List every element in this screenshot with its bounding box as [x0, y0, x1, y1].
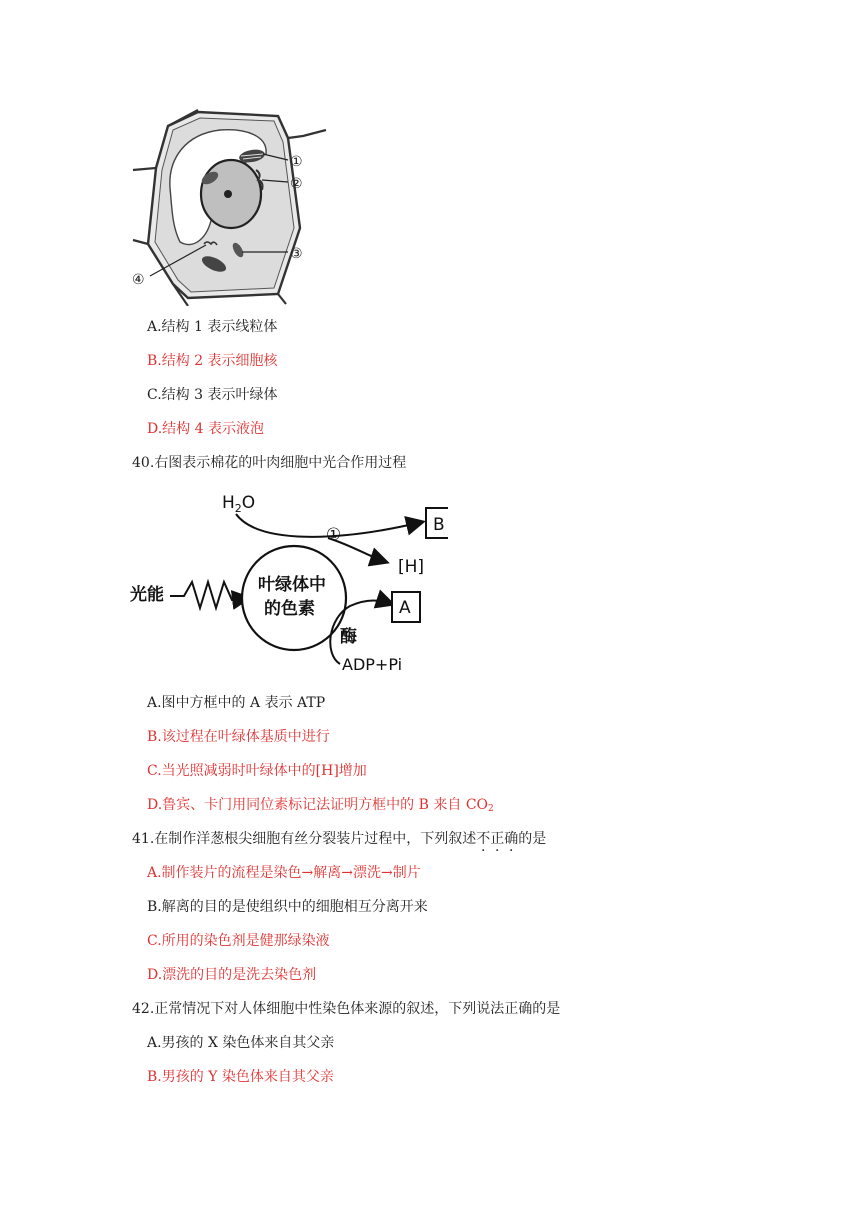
label-3: ③ — [290, 246, 303, 262]
box-b-label: B — [433, 515, 445, 535]
q40-option-a: A.图中方框中的 A 表示 ATP — [147, 695, 326, 711]
q40-option-c: C.当光照减弱时叶绿体中的[H]增加 — [147, 763, 367, 779]
svg-text:H2O — [222, 493, 255, 515]
adp-label: ADP+Pi — [342, 655, 403, 674]
light-energy-label: 光能 — [130, 585, 164, 605]
q39-option-b: B.结构 2 表示细胞核 — [147, 353, 278, 369]
enzyme-label: 酶 — [340, 627, 357, 647]
q40-option-b: B.该过程在叶绿体基质中进行 — [147, 729, 330, 745]
q41-stem-dot-3: 确 — [504, 831, 519, 847]
label-circle-1: ① — [326, 525, 342, 545]
label-1: ① — [290, 154, 303, 170]
q41-stem-dot-1: 不 — [476, 831, 491, 847]
q41-option-c: C.所用的染色剂是健那绿染液 — [147, 933, 330, 949]
h2o-o: O — [241, 493, 256, 513]
q42-option-b: B.男孩的 Y 染色体来自其父亲 — [147, 1069, 334, 1085]
q40-option-d — [147, 796, 494, 818]
plant-cell-figure — [128, 108, 328, 306]
q40-option-d-sub: 2 — [488, 804, 494, 814]
q41-stem-pre: 41.在制作洋葱根尖细胞有丝分裂装片过程中，下列叙述 — [132, 831, 477, 847]
q41-option-b: B.解离的目的是使组织中的细胞相互分离开来 — [147, 899, 428, 915]
box-a-label: A — [399, 598, 411, 618]
q40-stem: 40.右图表示棉花的叶肉细胞中光合作用过程 — [132, 455, 407, 471]
q41-stem — [132, 830, 546, 848]
label-2: ② — [290, 176, 303, 192]
photosynthesis-diagram — [128, 486, 448, 678]
q42-option-a: A.男孩的 X 染色体来自其父亲 — [147, 1035, 335, 1051]
h-label: [H] — [398, 557, 425, 577]
h2o-sub: 2 — [234, 502, 242, 515]
q39-option-c: C.结构 3 表示叶绿体 — [147, 387, 278, 403]
q41-option-a: A.制作装片的流程是染色→解离→漂洗→制片 — [147, 865, 421, 881]
q39-option-a: A.结构 1 表示线粒体 — [147, 319, 278, 335]
pigment-line-1: 叶绿体中 — [258, 575, 326, 595]
pigment-line-2: 的色素 — [264, 599, 315, 619]
q41-stem-dot-2: 正 — [490, 831, 505, 847]
q39-option-d: D.结构 4 表示液泡 — [147, 421, 264, 437]
q41-stem-post: 的是 — [518, 831, 547, 847]
q40-option-d-text: D.鲁宾、卡门用同位素标记法证明方框中的 B 来自 CO — [147, 797, 489, 813]
h2o-h: H — [222, 493, 235, 513]
q42-stem: 42.正常情况下对人体细胞中性染色体来源的叙述，下列说法正确的是 — [132, 1001, 561, 1017]
label-4: ④ — [132, 272, 145, 288]
q41-option-d: D.漂洗的目的是洗去染色剂 — [147, 967, 317, 983]
